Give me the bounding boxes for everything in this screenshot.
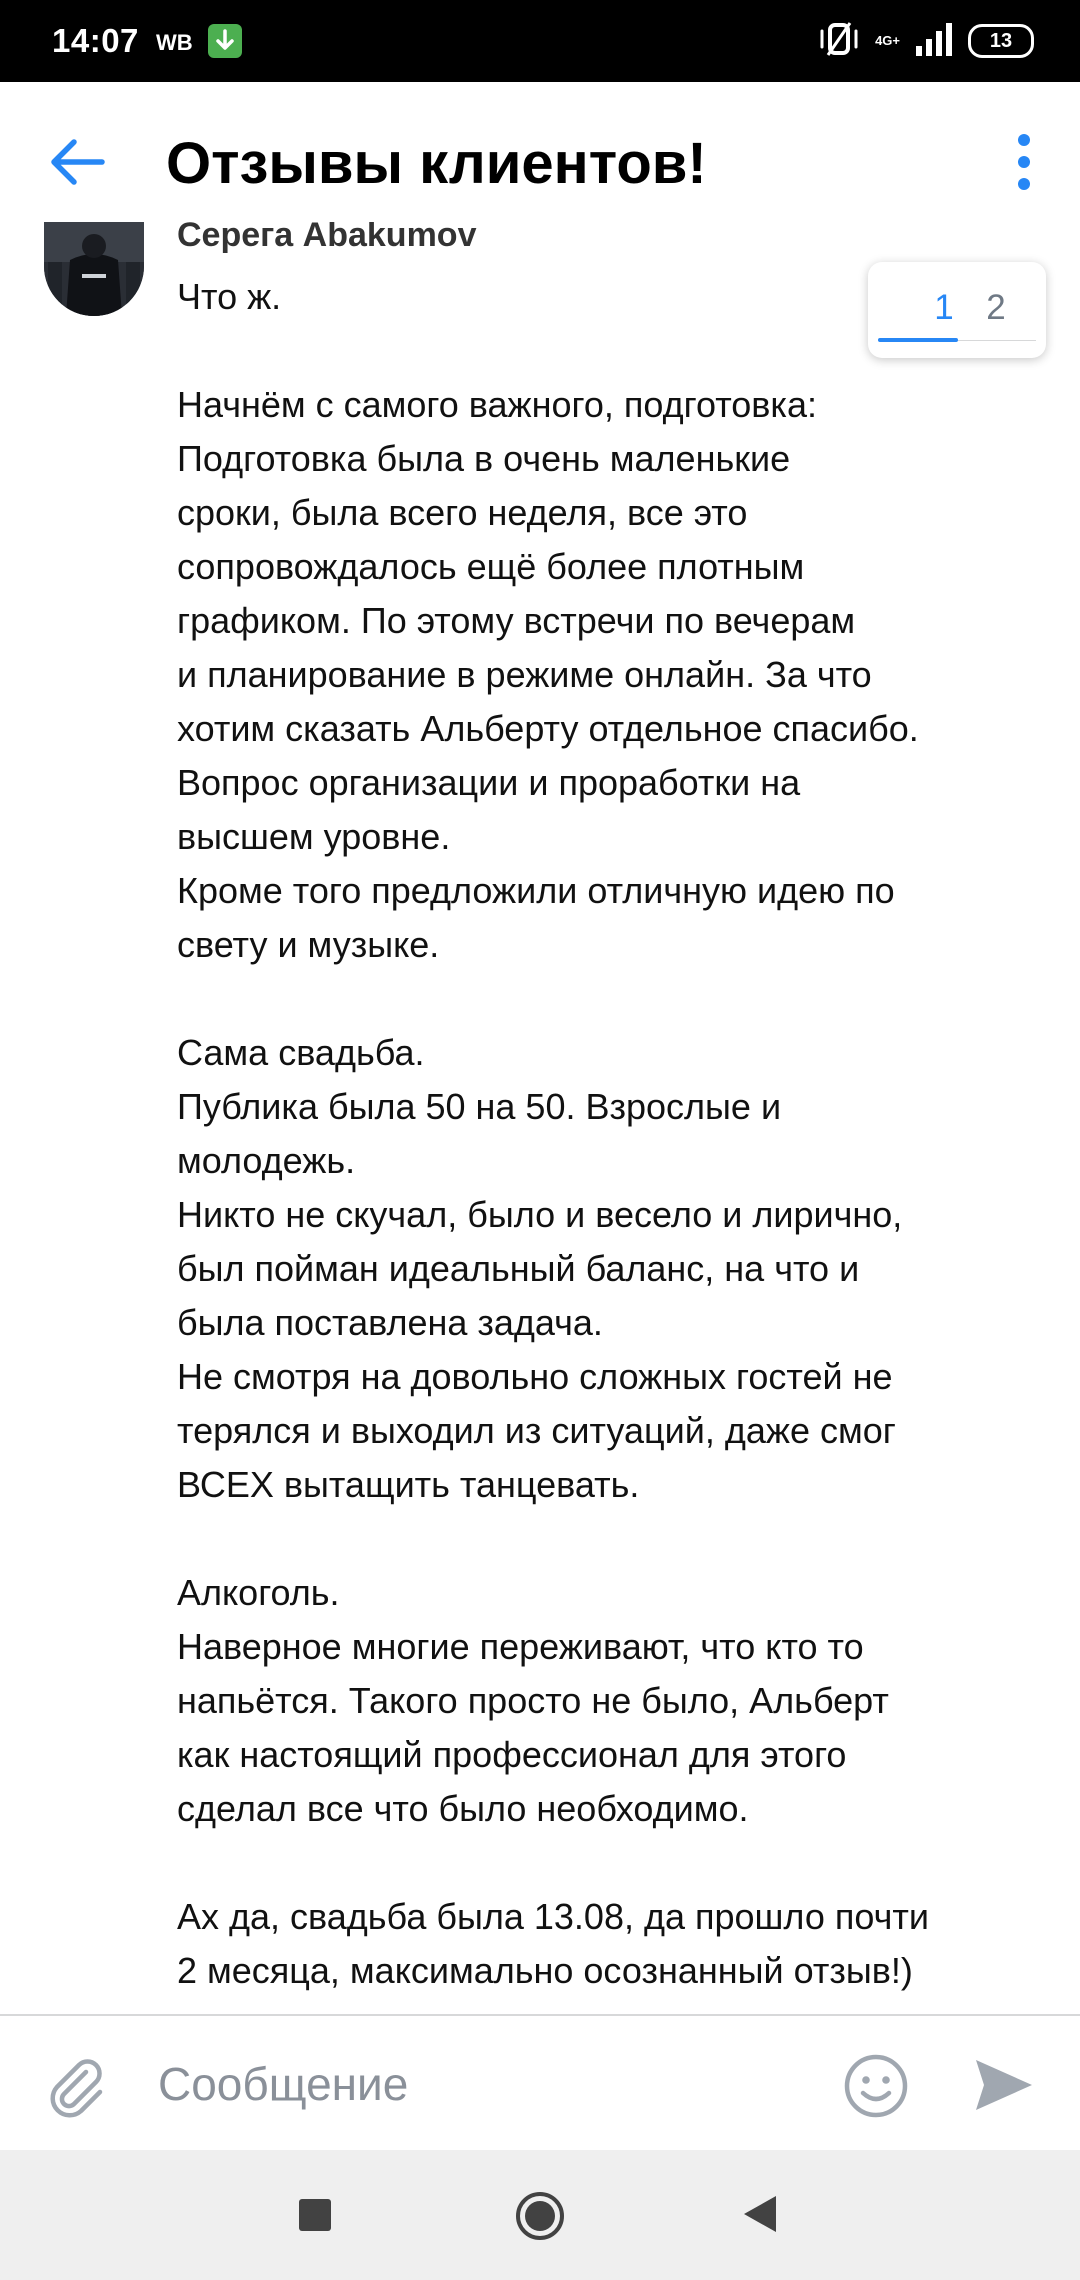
emoji-button[interactable] [842,2052,910,2120]
system-nav-bar [0,2150,1080,2280]
circle-icon [514,2190,566,2242]
page-switcher [868,262,1046,358]
download-notification-icon [208,24,242,58]
system-back-button[interactable] [740,2194,780,2234]
vibrate-icon [817,19,861,64]
status-indicators [817,20,1034,62]
attach-button[interactable] [42,2052,110,2120]
author-name[interactable]: Серега Abakumov [177,222,477,254]
page-tab-2[interactable]: 2 [986,288,1006,327]
avatar[interactable] [44,222,144,316]
smile-icon [842,2052,910,2120]
active-page-indicator [878,338,958,342]
author-name-container [177,222,777,258]
back-button[interactable] [40,126,112,198]
review-text: Что ж. Начнём с самого важного, подготовка: Подготовка была в очень маленькие сроки, была всего неделя, все это сопровождалось ещё более плотным графиком. По этому встречи по вечерам и планирование в режиме онлайн. За что хотим сказать Альберту отдельное спасибо. Вопрос организации и проработки на высшем уровне. Кроме того предложили отличную идею по свету и музыке. Сама свадьба. Публика была 50 на 50. Взрослые и молодежь. Никто не скучал, было и весело и лирично, был пойман идеальный баланс, на что и была поставлена задача. Не смотря на довольно сложных гостей не терялся и выходил из ситуаций, даже смог ВСЕХ вытащить танцевать. Алкоголь. Наверное многие переживают, что кто то напьётся. Такого просто не было, Альберт как настоящий профессионал для этого сделал все что было необходимо. Ах да, свадьба была 13.08, да прошло почти 2 месяца, максимально осознанный отзыв!) [177,276,929,1991]
status-time: 14:07 [52,22,139,59]
app-bar [0,82,1080,222]
arrow-left-icon [40,126,112,198]
battery-level: 13 [968,24,1034,58]
post-content [0,222,1080,2014]
status-carrier: WB [156,30,193,55]
recent-apps-button[interactable] [298,2198,332,2232]
network-type: 4G+ [875,33,900,48]
square-icon [298,2198,332,2232]
page-title: Отзывы клиентов! [166,131,707,196]
paperclip-icon [42,2052,110,2120]
message-input[interactable] [156,2046,800,2122]
triangle-back-icon [740,2194,780,2234]
page-tab-1[interactable]: 1 [934,288,954,327]
send-button[interactable] [970,2052,1036,2118]
signal-icon [914,22,954,61]
message-composer [0,2014,1080,2152]
home-button[interactable] [514,2190,566,2242]
vertical-dots-icon [988,126,1060,198]
more-options-button[interactable] [988,126,1060,198]
status-bar [0,0,1080,82]
send-arrow-icon [970,2052,1036,2118]
